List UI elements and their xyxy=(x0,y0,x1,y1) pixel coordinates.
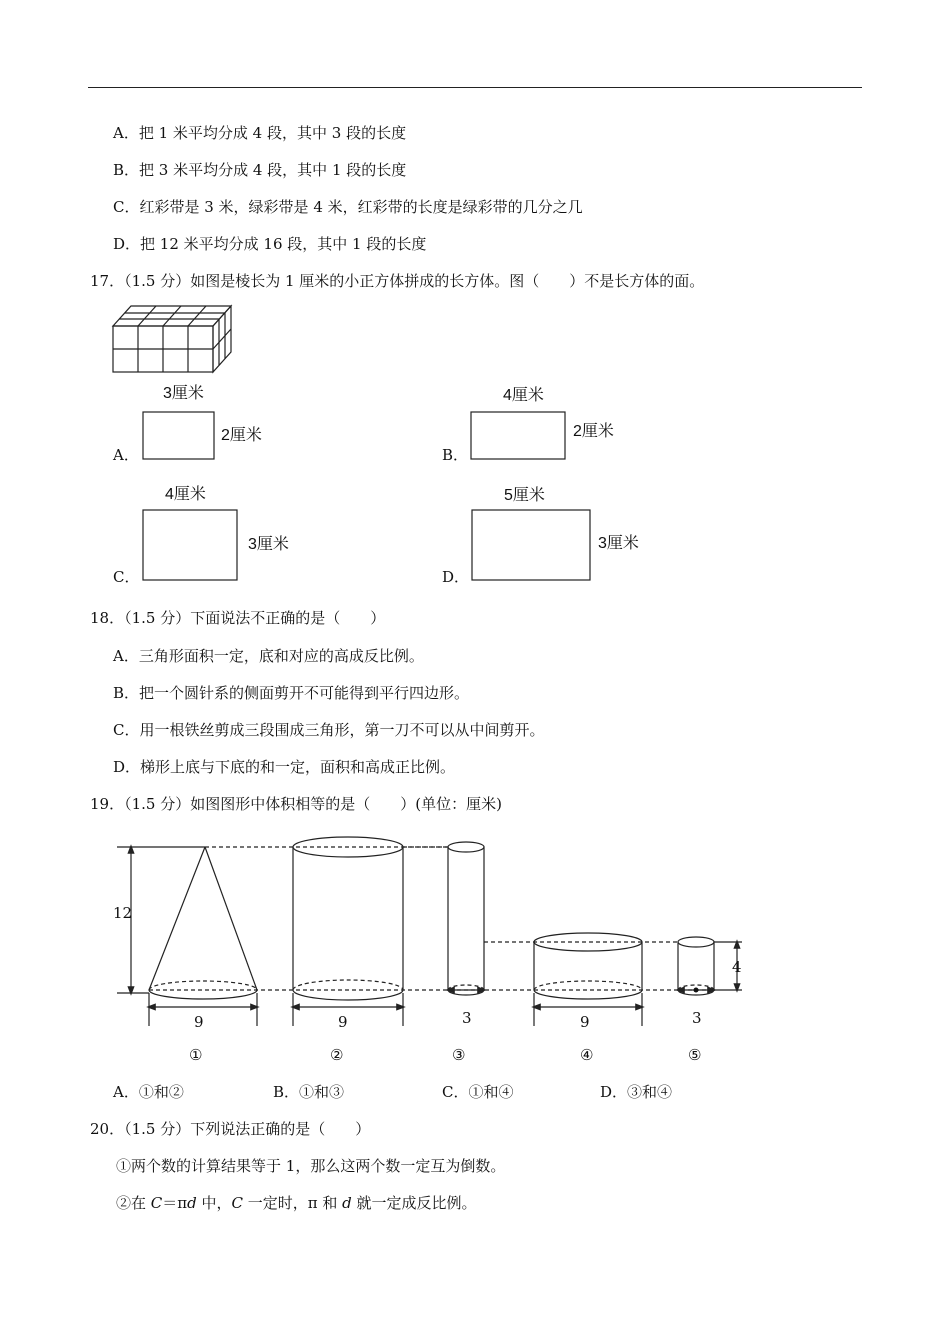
shape-4-cylinder xyxy=(534,933,642,999)
q19-width-1: 9 xyxy=(194,1013,204,1031)
q20-statement-2: ②在 C＝πd 中，C 一定时，π 和 d 就一定成反比例。 xyxy=(116,1194,477,1212)
q19-shape-number-2: ② xyxy=(330,1046,344,1064)
q17-c-letter: C． xyxy=(113,568,140,586)
shape-1-cone xyxy=(149,847,257,999)
q17-rect-b xyxy=(471,412,565,459)
shape-5-cylinder xyxy=(678,937,714,995)
q19-option-a: A．①和② xyxy=(113,1083,184,1101)
q17-rect-d xyxy=(472,510,590,580)
q17-rect-a xyxy=(143,412,214,459)
q17-a-top-label: 3厘米 xyxy=(163,385,204,402)
q18-option-c: C．用一根铁丝剪成三段围成三角形，第一刀不可以从中间剪开。 xyxy=(113,721,545,739)
shape-3-cylinder xyxy=(448,842,484,995)
q16-option-d: D．把 12 米平均分成 16 段，其中 1 段的长度 xyxy=(113,235,427,253)
q17-d-letter: D． xyxy=(442,568,470,586)
q18-option-a: A．三角形面积一定，底和对应的高成反比例。 xyxy=(113,647,424,665)
q16-option-c: C．红彩带是 3 米，绿彩带是 4 米，红彩带的长度是绿彩带的几分之几 xyxy=(113,198,583,216)
q18-stem: 18．（1.5 分）下面说法不正确的是（ ） xyxy=(90,609,386,627)
q19-option-d: D．③和④ xyxy=(600,1083,673,1101)
q19-option-c: C．①和④ xyxy=(442,1083,514,1101)
q17-a-side-label: 2厘米 xyxy=(221,427,262,444)
q17-b-top-label: 4厘米 xyxy=(503,387,544,404)
shape-2-cylinder xyxy=(293,837,403,1000)
q17-stem: 17．（1.5 分）如图是棱长为 1 厘米的小正方体拼成的长方体。图（ ）不是长方体的面。 xyxy=(90,272,705,290)
q17-figure xyxy=(0,0,950,600)
q17-c-side-label: 3厘米 xyxy=(248,536,289,553)
q20-statement-1: ①两个数的计算结果等于 1，那么这两个数一定互为倒数。 xyxy=(116,1157,506,1175)
q19-stem: 19．（1.5 分）如图图形中体积相等的是（ ）(单位：厘米) xyxy=(90,795,502,813)
q17-a-letter: A． xyxy=(113,446,139,464)
q19-height-label: 12 xyxy=(113,904,133,922)
q17-d-top-label: 5厘米 xyxy=(504,487,545,504)
q19-shape-number-1: ① xyxy=(189,1046,203,1064)
q17-c-top-label: 4厘米 xyxy=(165,486,206,503)
q19-width-4: 9 xyxy=(580,1013,590,1031)
q19-width-3: 3 xyxy=(462,1009,472,1027)
q19-right-height-label: 4 xyxy=(732,958,742,976)
q19-width-2: 9 xyxy=(338,1013,348,1031)
q19-shape-number-4: ④ xyxy=(580,1046,594,1064)
q16-option-a: A．把 1 米平均分成 4 段，其中 3 段的长度 xyxy=(113,124,407,142)
q20-stem: 20．（1.5 分）下列说法正确的是（ ） xyxy=(90,1120,371,1138)
cuboid-drawing xyxy=(113,306,231,372)
q18-option-b: B．把一个圆针系的侧面剪开不可能得到平行四边形。 xyxy=(113,684,470,702)
q19-shape-number-5: ⑤ xyxy=(688,1046,702,1064)
q19-option-b: B．①和③ xyxy=(273,1083,345,1101)
q16-option-b: B．把 3 米平均分成 4 段，其中 1 段的长度 xyxy=(113,161,407,179)
q17-b-side-label: 2厘米 xyxy=(573,423,614,440)
q17-rect-c xyxy=(143,510,237,580)
q18-option-d: D．梯形上底与下底的和一定，面积和高成正比例。 xyxy=(113,758,456,776)
q17-d-side-label: 3厘米 xyxy=(598,535,639,552)
q17-b-letter: B． xyxy=(442,446,469,464)
q19-shape-number-3: ③ xyxy=(452,1046,466,1064)
q19-width-5: 3 xyxy=(692,1009,702,1027)
